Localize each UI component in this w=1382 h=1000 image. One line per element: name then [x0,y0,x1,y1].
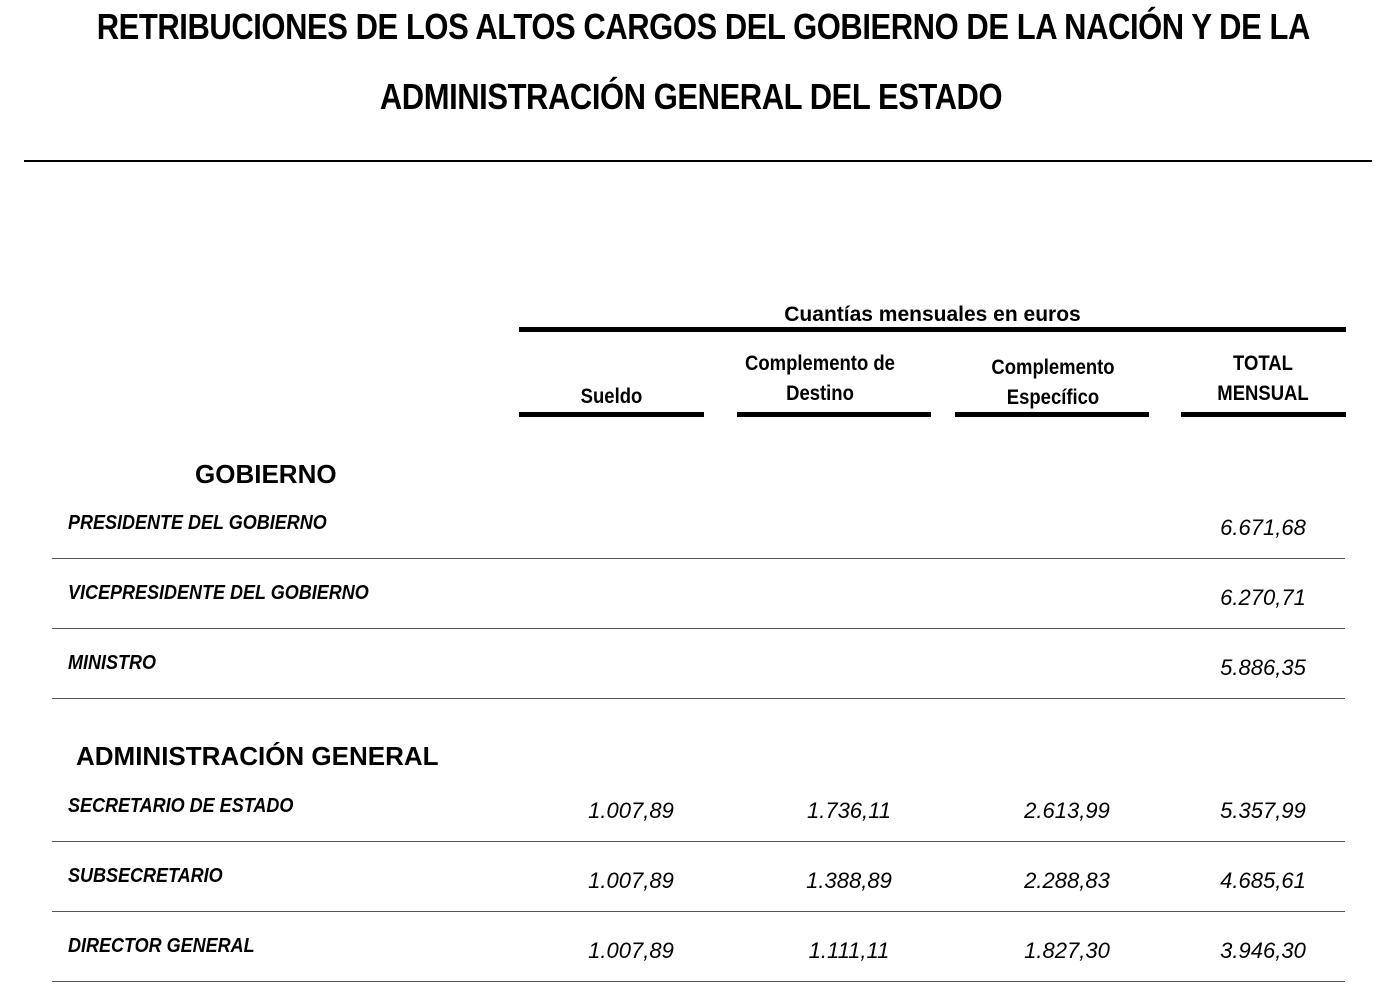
column-header-total-mensual: TOTAL MENSUAL [1217,352,1309,405]
cell-sueldo-secretario-estado: 1.007,89 [588,798,674,823]
cell-total-director-general: 3.946,30 [1220,938,1306,963]
column-header-complemento-destino: Complemento de Destino [745,352,895,405]
page-title-line-1: RETRIBUCIONES DE LOS ALTOS CARGOS DEL GOBIERNO DE LA NACIÓN Y DE LA [96,6,1310,47]
row-separator [52,911,1345,912]
title-divider [24,160,1372,162]
cell-especifico-secretario-estado: 2.613,99 [1024,798,1110,823]
row-separator [52,558,1345,559]
cell-destino-director-general: 1.111,11 [808,938,890,963]
row-separator [52,628,1345,629]
header-underline-sueldo [519,412,704,417]
cell-total-ministro: 5.886,35 [1220,655,1306,680]
header-underline-total [1181,412,1346,417]
caption-underline [519,327,1346,332]
cell-especifico-subsecretario: 2.288,83 [1024,868,1110,893]
row-separator [52,698,1345,699]
row-separator [52,841,1345,842]
table-caption: Cuantías mensuales en euros [784,303,1081,326]
cell-total-vicepresidente: 6.270,71 [1220,585,1306,610]
row-label-ministro: MINISTRO [68,652,157,674]
section-title-administracion-general: ADMINISTRACIÓN GENERAL [76,741,439,771]
header-underline-destino [737,412,931,417]
header-underline-especifico [955,412,1149,417]
row-label-secretario-estado: SECRETARIO DE ESTADO [68,795,294,817]
section-title-gobierno: GOBIERNO [195,459,337,489]
row-label-subsecretario: SUBSECRETARIO [68,865,223,887]
row-separator [52,981,1345,982]
row-label-director-general: DIRECTOR GENERAL [68,935,255,957]
cell-destino-subsecretario: 1.388,89 [806,868,892,893]
cell-sueldo-director-general: 1.007,89 [588,938,674,963]
cell-destino-secretario-estado: 1.736,11 [806,798,891,823]
page-title-line-2: ADMINISTRACIÓN GENERAL DEL ESTADO [379,76,1003,117]
cell-total-secretario-estado: 5.357,99 [1220,798,1306,823]
cell-total-subsecretario: 4.685,61 [1220,868,1306,893]
row-label-vicepresidente: VICEPRESIDENTE DEL GOBIERNO [68,582,369,604]
cell-sueldo-subsecretario: 1.007,89 [588,868,674,893]
row-label-presidente: PRESIDENTE DEL GOBIERNO [68,512,327,534]
cell-total-presidente: 6.671,68 [1220,515,1306,540]
column-header-complemento-especifico: Complemento Específico [991,356,1115,409]
column-header-sueldo: Sueldo [580,385,643,408]
cell-especifico-director-general: 1.827,30 [1024,938,1110,963]
